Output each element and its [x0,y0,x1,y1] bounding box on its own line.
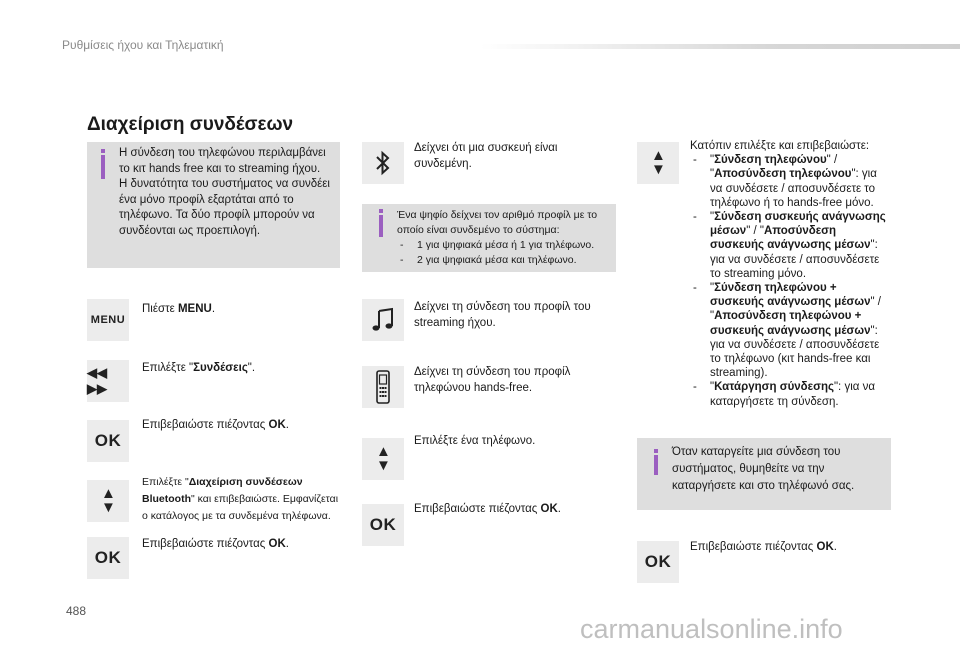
info-icon [654,455,658,475]
info-intro: Ένα ψηφίο δείχνει τον αριθμό προφίλ με το οποίο είναι συνδεμένο το σύστημα: [397,209,598,236]
step-select-bluetooth-management: Επιλέξτε "Διαχείριση συνδέσεων Bluetooth" και επιβεβαιώστε. Εμφανίζεται ο κατάλογος με τα συνδεμένα τηλέφωνα. [142,476,339,522]
phone-profile-description: Δείχνει τη σύνδεση του προφίλ τηλεφώνου hands-free. [414,366,571,394]
header-rule [480,44,960,49]
ok-button-icon: OK [87,537,129,579]
info-box-profile-digit [362,204,616,272]
phone-icon [362,366,404,408]
ok-button-icon: OK [362,504,404,546]
list-item: - "Σύνδεση τηλεφώνου" / "Αποσύνδεση τηλεφώνου": για να συνδέσετε / αποσυνδέσετε το τηλέφωνο ή το hands-free μόνο. [690,153,890,210]
watermark: carmanualsonline.info [580,614,843,644]
info-box-connection [87,142,340,268]
step-confirm-ok: Επιβεβαιώστε πιέζοντας OK. [142,538,289,550]
step-select-connections: Επιλέξτε "Συνδέσεις". [142,362,256,374]
list-item: - 2 για ψηφιακά μέσα και τηλέφωνο. [397,253,612,268]
step-confirm-ok: Επιβεβαιώστε πιέζοντας OK. [690,541,837,553]
step-select-phone: Επιλέξτε ένα τηλέφωνο. [414,435,536,447]
running-header: Ρυθμίσεις ήχου και Τηλεματική [62,38,224,52]
info-icon [379,215,383,237]
info-icon-dot [654,449,658,453]
ok-button-icon: OK [637,541,679,583]
info-text: Όταν καταργείτε μια σύνδεση του συστήματος, θυμηθείτε να την καταργήσετε και στο τηλέφωνό σας. [672,446,855,492]
section-title: Διαχείριση συνδέσεων [87,114,294,135]
connection-options [690,139,890,409]
up-down-arrows-glyph: ▲▼ [101,485,116,516]
up-down-arrows-icon [637,142,679,184]
list-item: - 1 για ψηφιακά μέσα ή 1 για τηλέφωνο. [397,238,612,253]
info-icon-dot [379,209,383,213]
info-icon-dot [101,149,105,153]
ok-button-icon: OK [87,420,129,462]
music-note-glyph [371,307,395,333]
seek-arrows-glyph: ◀◀ ▶▶ [87,365,107,396]
left-right-arrows-icon [87,360,129,402]
bluetooth-icon [362,142,404,184]
info-box-disconnect-reminder [637,438,891,510]
info-text: Η σύνδεση του τηλεφώνου περιλαμβάνει το κιτ hands free και το streaming ήχου. Η δυνατότητα του συστήματος να συνδέει ένα μόνο προφίλ εξαρτάται από το τηλέφωνο. Τα δύο προφίλ μπορούν να συνδέονται ως προεπιλογή. [119,147,330,237]
step-confirm-ok: Επιβεβαιώστε πιέζοντας OK. [414,503,561,515]
phone-glyph [375,370,391,404]
step-press-menu: Πιέστε MENU. [142,303,216,315]
options-intro: Κατόπιν επιλέξτε και επιβεβαιώστε: [690,140,870,152]
info-icon [101,155,105,179]
bluetooth-glyph [375,150,391,176]
menu-button-icon: MENU [87,299,129,341]
up-down-arrows-icon [362,438,404,480]
up-down-arrows-glyph: ▲▼ [651,147,666,178]
up-down-arrows-glyph: ▲▼ [376,443,391,474]
step-confirm-ok: Επιβεβαιώστε πιέζοντας OK. [142,419,289,431]
music-profile-description: Δείχνει τη σύνδεση του προφίλ του streaming ήχου. [414,301,591,329]
bluetooth-description: Δείχνει ότι μια συσκευή είναι συνδεμένη. [414,142,558,170]
up-down-arrows-icon [87,480,129,522]
info-text [397,208,612,268]
music-note-icon [362,299,404,341]
list-item: - "Σύνδεση συσκευής ανάγνωσης μέσων" / "Αποσύνδεση συσκευής ανάγνωσης μέσων": για να συνδέσετε / αποσυνδέσετε το streaming μόνο. [690,210,890,281]
list-item: - "Σύνδεση τηλεφώνου + συσκευής ανάγνωσης μέσων" / "Αποσύνδεση τηλεφώνου + συσκευής ανάγνωσης μέσων": για να συνδέσετε / αποσυνδέσετε το τηλέφωνο (κιτ hands-free και streaming). [690,281,890,380]
page-number: 488 [66,604,87,618]
list-item: - "Κατάργηση σύνδεσης": για να καταργήσετε τη σύνδεση. [690,380,890,408]
